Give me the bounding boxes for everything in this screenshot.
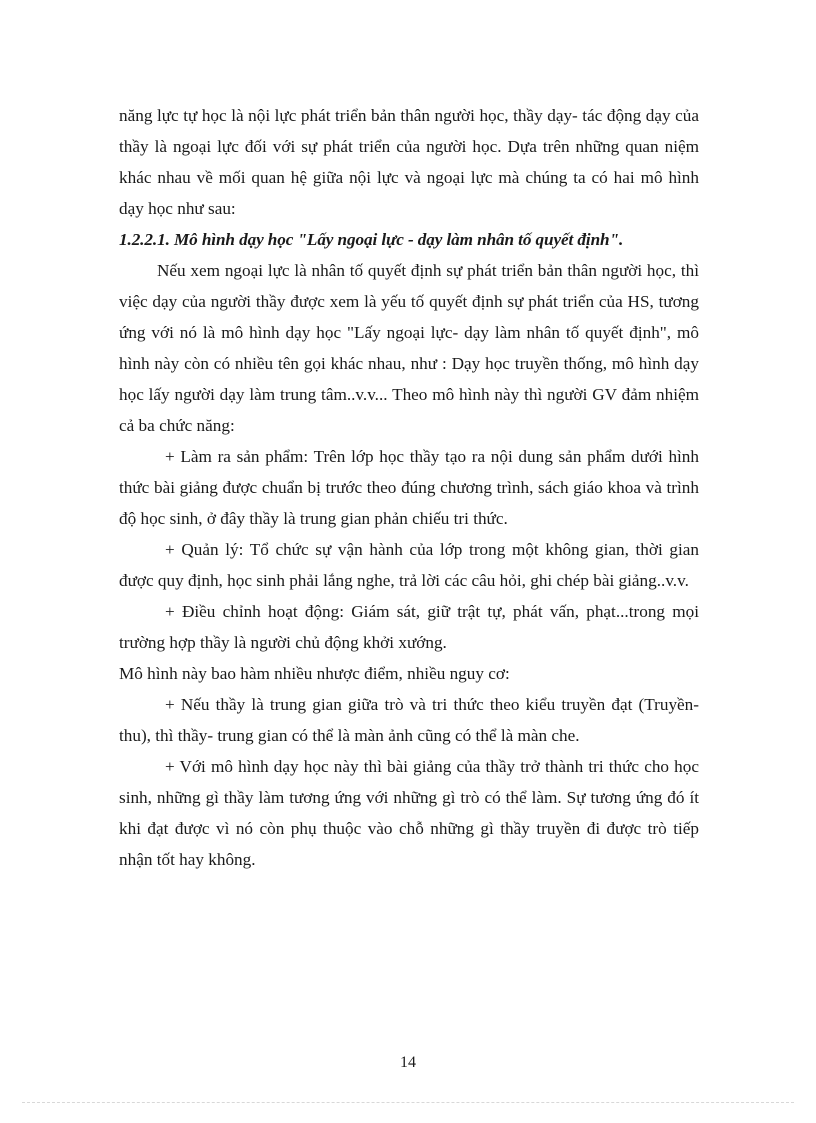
page-number: 14 xyxy=(400,1054,416,1071)
section-heading: 1.2.2.1. Mô hình dạy học "Lấy ngoại lực - dạy làm nhân tố quyết định". xyxy=(119,230,624,249)
document-page xyxy=(119,100,699,875)
page-bottom-border xyxy=(22,1102,794,1103)
bullet-intermediary: + Nếu thầy là trung gian giữa trò và tri thức theo kiểu truyền đạt (Truyền-thu), thì thầy- trung gian có thể là màn ảnh cũng có thể là màn che. xyxy=(119,695,699,745)
paragraph-definition: Nếu xem ngoại lực là nhân tố quyết định sự phát triển bản thân người học, thì việc dạy của người thầy được xem là yếu tố quyết định sự phát triển của HS, tương ứng với nó là mô hình dạy học "Lấy ngoại lực- dạy làm nhân tố quyết định", mô hình này còn có nhiều tên gọi khác nhau, như : Dạy học truyền thống, mô hình dạy học lấy người dạy làm trung tâm..v.v... Theo mô hình này thì người GV đảm nhiệm cả ba chức năng: xyxy=(119,261,699,435)
bullet-management: + Quản lý: Tổ chức sự vận hành của lớp trong một không gian, thời gian được quy định, học sinh phải lắng nghe, trả lời các câu hỏi, ghi chép bài giảng..v.v. xyxy=(119,540,699,590)
bullet-adjustment: + Điều chỉnh hoạt động: Giám sát, giữ trật tự, phát vấn, phạt...trong mọi trường hợp thầy là người chủ động khởi xướng. xyxy=(119,602,699,652)
bullet-product: + Làm ra sản phẩm: Trên lớp học thầy tạo ra nội dung sản phẩm dưới hình thức bài giảng được chuẩn bị trước theo đúng chương trình, sách giáo khoa và trình độ học sinh, ở đây thầy là trung gian phản chiếu tri thức. xyxy=(119,447,699,528)
paragraph-drawbacks: Mô hình này bao hàm nhiều nhược điểm, nhiều nguy cơ: xyxy=(119,664,510,683)
paragraph-intro: năng lực tự học là nội lực phát triển bản thân người học, thầy dạy- tác động dạy của thầy là ngoại lực đối với sự phát triển của người học. Dựa trên những quan niệm khác nhau về mối quan hệ giữa nội lực và ngoại lực mà chúng ta có hai mô hình dạy học như sau: xyxy=(119,106,699,218)
bullet-lecture: + Với mô hình dạy học này thì bài giảng của thầy trở thành tri thức cho học sinh, những gì thầy làm tương ứng với những gì trò có thể làm. Sự tương ứng đó ít khi đạt được vì nó còn phụ thuộc vào chỗ những gì thầy truyền đi được trò tiếp nhận tốt hay không. xyxy=(119,757,699,869)
